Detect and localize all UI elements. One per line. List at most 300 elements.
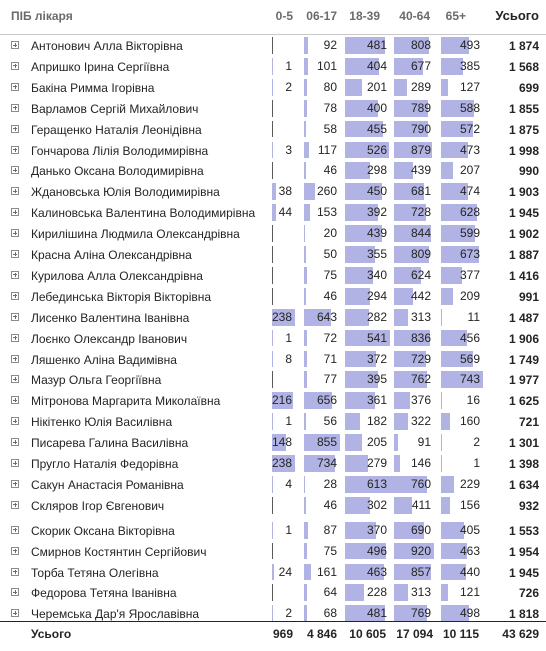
data-label: 92 — [323, 38, 337, 52]
cell-age-0-5 — [272, 413, 295, 430]
expand-row-icon[interactable] — [11, 396, 19, 404]
data-label: 496 — [366, 543, 387, 558]
data-label: 294 — [366, 288, 387, 303]
data-label: 355 — [366, 247, 387, 261]
expand-row-icon[interactable] — [11, 292, 19, 300]
data-label: 760 — [410, 476, 431, 491]
expand-row-icon[interactable] — [11, 459, 19, 467]
data-bar — [345, 584, 364, 601]
data-label: 588 — [459, 100, 480, 115]
table-row — [0, 369, 546, 390]
data-label: 38 — [278, 184, 292, 199]
expand-row-icon[interactable] — [11, 417, 19, 425]
cell-age-0-5 — [272, 225, 295, 242]
cell-age-18-39 — [345, 371, 390, 388]
bar-axis — [272, 371, 273, 388]
cell-age-6-17 — [304, 543, 340, 560]
cell-age-6-17 — [304, 58, 340, 75]
cell-age-6-17 — [304, 37, 340, 54]
data-label: 789 — [410, 100, 431, 115]
doctor-name: Ждановська Юлія Володимирівна — [31, 185, 220, 200]
cell-age-40-64 — [394, 121, 434, 138]
bar-axis — [441, 434, 442, 451]
data-label: 473 — [459, 142, 480, 157]
cell-age-65plus — [441, 497, 483, 514]
data-bar — [304, 351, 307, 368]
data-label: 370 — [366, 522, 387, 537]
bar-axis — [272, 37, 273, 54]
doctor-name: Мітронова Маргарита Миколаївна — [31, 394, 221, 409]
bar-axis — [272, 162, 273, 179]
data-label: 313 — [410, 585, 431, 600]
data-bar — [304, 371, 307, 388]
data-label: 282 — [366, 309, 387, 324]
data-label: 46 — [323, 497, 337, 512]
cell-age-18-39 — [345, 183, 390, 200]
table-row — [0, 181, 546, 202]
data-label: 376 — [410, 393, 431, 408]
data-label: 656 — [316, 393, 337, 408]
bar-axis — [272, 330, 273, 347]
cell-age-6-17 — [304, 142, 340, 159]
table-row — [0, 98, 546, 119]
row-total: 1 416 — [508, 268, 539, 283]
expand-row-icon[interactable] — [11, 146, 19, 154]
data-label: 64 — [323, 585, 337, 600]
data-label: 677 — [410, 58, 431, 73]
cell-age-0-5 — [272, 434, 295, 451]
data-label: 87 — [323, 522, 337, 537]
cell-age-65plus — [441, 225, 483, 242]
data-label: 809 — [410, 247, 431, 261]
cell-age-0-5 — [272, 605, 295, 622]
cell-age-40-64 — [394, 455, 434, 472]
table-row — [0, 541, 546, 562]
doctor-name: Нікітенко Юлія Василівна — [31, 415, 173, 430]
cell-age-65plus — [441, 584, 483, 601]
row-total: 1 906 — [508, 331, 539, 346]
expand-row-icon[interactable] — [11, 62, 19, 70]
data-label: 836 — [410, 330, 431, 345]
cell-age-40-64 — [394, 371, 434, 388]
data-label: 28 — [323, 476, 337, 491]
table-row — [0, 244, 546, 265]
doctor-name: Смирнов Костянтин Сергійович — [31, 544, 207, 559]
data-label: 1 — [285, 414, 292, 429]
row-total: 1 887 — [508, 248, 539, 262]
cell-age-6-17 — [304, 330, 340, 347]
data-bar — [394, 413, 408, 430]
data-bar — [304, 246, 306, 263]
data-label: 404 — [366, 58, 387, 73]
row-total: 1 945 — [508, 565, 539, 580]
total-overall: 43 629 — [502, 627, 539, 641]
cell-age-40-64 — [394, 204, 434, 221]
data-label: 46 — [323, 288, 337, 303]
row-total: 1 998 — [508, 143, 539, 158]
data-label: 599 — [459, 226, 480, 241]
header-doctor-name[interactable]: ПІБ лікаря — [11, 9, 73, 23]
expand-row-icon[interactable] — [11, 229, 19, 237]
cell-age-40-64 — [394, 497, 434, 514]
cell-age-0-5 — [272, 142, 295, 159]
cell-age-0-5 — [272, 100, 295, 117]
data-label: 238 — [271, 309, 292, 324]
data-label: 58 — [323, 121, 337, 136]
cell-age-40-64 — [394, 392, 434, 409]
data-label: 463 — [459, 543, 480, 558]
cell-age-6-17 — [304, 288, 340, 305]
cell-age-18-39 — [345, 497, 390, 514]
data-label: 405 — [459, 522, 480, 537]
data-bar — [304, 79, 307, 96]
data-label: 2 — [285, 606, 292, 621]
data-label: 361 — [366, 393, 387, 408]
data-label: 340 — [366, 267, 387, 282]
data-label: 121 — [459, 585, 480, 600]
data-label: 207 — [459, 163, 480, 178]
data-label: 20 — [323, 226, 337, 241]
table-row — [0, 56, 546, 77]
data-label: 643 — [316, 309, 337, 324]
data-bar — [394, 497, 412, 514]
expand-row-icon[interactable] — [11, 271, 19, 279]
table-row — [0, 35, 546, 56]
bar-axis — [441, 455, 442, 472]
cell-age-65plus — [441, 434, 483, 451]
row-total: 1 301 — [508, 436, 539, 451]
cell-age-65plus — [441, 455, 483, 472]
cell-age-40-64 — [394, 225, 434, 242]
row-total: 721 — [518, 415, 539, 430]
data-label: 439 — [410, 163, 431, 178]
doctor-name: Апришко Ірина Сергіївна — [31, 59, 170, 74]
bar-axis — [272, 584, 273, 601]
data-bar — [304, 37, 308, 54]
data-label: 161 — [316, 564, 337, 579]
data-label: 769 — [410, 606, 431, 621]
cell-age-18-39 — [345, 121, 390, 138]
data-label: 372 — [366, 351, 387, 366]
cell-age-40-64 — [394, 37, 434, 54]
cell-age-6-17 — [304, 392, 340, 409]
expand-row-icon[interactable] — [11, 83, 19, 91]
cell-age-40-64 — [394, 522, 434, 539]
cell-age-18-39 — [345, 162, 390, 179]
total-age-18-39: 10 605 — [349, 627, 386, 641]
expand-row-icon[interactable] — [11, 547, 19, 555]
cell-age-18-39 — [345, 309, 390, 326]
doctor-name: Скорик Оксана Вікторівна — [31, 523, 175, 538]
data-label: 148 — [271, 435, 292, 450]
data-bar — [345, 288, 370, 305]
data-label: 216 — [271, 393, 292, 408]
data-label: 855 — [316, 435, 337, 450]
data-bar — [304, 121, 306, 138]
cell-age-6-17 — [304, 564, 340, 581]
expand-row-icon[interactable] — [11, 187, 19, 195]
doctor-name: Мазур Ольга Георгіївна — [31, 373, 162, 388]
table-row — [0, 223, 546, 244]
data-label: 743 — [459, 372, 480, 387]
cell-age-0-5 — [272, 543, 295, 560]
header-total[interactable]: Усього — [495, 8, 539, 23]
row-total: 1 398 — [508, 457, 539, 471]
data-bar — [272, 564, 274, 581]
data-label: 857 — [410, 564, 431, 579]
data-label: 2 — [473, 435, 480, 450]
row-total: 1 749 — [508, 352, 539, 367]
doctor-name: Лебединська Вікторія Вікторівна — [31, 289, 212, 304]
data-label: 690 — [410, 522, 431, 537]
table-row — [0, 265, 546, 286]
row-total: 1 875 — [508, 122, 539, 137]
cell-age-18-39 — [345, 204, 390, 221]
doctor-name: Пругло Наталія Федорівна — [31, 457, 179, 471]
cell-age-18-39 — [345, 455, 390, 472]
cell-age-0-5 — [272, 497, 295, 514]
data-bar — [272, 183, 276, 200]
data-label: 790 — [410, 121, 431, 136]
cell-age-40-64 — [394, 564, 434, 581]
data-label: 569 — [459, 351, 480, 366]
expand-row-icon[interactable] — [11, 313, 19, 321]
expand-row-icon[interactable] — [11, 480, 19, 488]
cell-age-0-5 — [272, 288, 295, 305]
data-label: 24 — [278, 564, 292, 579]
data-label: 80 — [323, 79, 337, 94]
cell-age-65plus — [441, 522, 483, 539]
cell-age-0-5 — [272, 58, 295, 75]
table-row — [0, 119, 546, 140]
data-label: 673 — [459, 247, 480, 261]
cell-age-65plus — [441, 288, 483, 305]
data-bar — [394, 434, 398, 451]
table-row — [0, 390, 546, 411]
row-total: 699 — [518, 80, 539, 95]
data-label: 440 — [459, 564, 480, 579]
doctor-name: Лоєнко Олександр Іванович — [31, 331, 188, 346]
expand-row-icon[interactable] — [11, 41, 19, 49]
expand-row-icon[interactable] — [11, 375, 19, 383]
row-total: 1 818 — [508, 607, 539, 622]
header-age-65plus[interactable]: 65+ — [445, 9, 466, 23]
expand-row-icon[interactable] — [11, 334, 19, 342]
expand-row-icon[interactable] — [11, 501, 19, 509]
data-label: 156 — [459, 497, 480, 512]
data-label: 572 — [459, 121, 480, 136]
cell-age-6-17 — [304, 455, 340, 472]
expand-row-icon[interactable] — [11, 250, 19, 258]
cell-age-0-5 — [272, 121, 295, 138]
data-bar — [304, 288, 306, 305]
data-label: 322 — [410, 414, 431, 429]
data-label: 526 — [366, 142, 387, 157]
data-label: 879 — [410, 142, 431, 157]
cell-age-6-17 — [304, 476, 340, 493]
table-row — [0, 140, 546, 161]
cell-age-40-64 — [394, 162, 434, 179]
cell-age-6-17 — [304, 413, 340, 430]
data-bar — [394, 79, 407, 96]
cell-age-0-5 — [272, 455, 295, 472]
cell-age-65plus — [441, 476, 483, 493]
cell-age-40-64 — [394, 351, 434, 368]
table-row — [0, 520, 546, 541]
table-row — [0, 328, 546, 349]
header-age-0-5[interactable]: 0-5 — [275, 9, 293, 23]
expand-row-icon[interactable] — [11, 104, 19, 112]
cell-age-65plus — [441, 605, 483, 622]
data-label: 392 — [366, 205, 387, 220]
data-bar — [304, 162, 306, 179]
bar-axis — [272, 543, 273, 560]
data-label: 68 — [323, 606, 337, 621]
expand-row-icon[interactable] — [11, 568, 19, 576]
cell-age-40-64 — [394, 584, 434, 601]
cell-age-0-5 — [272, 392, 295, 409]
header-age-6-17[interactable]: 06-17 — [306, 9, 337, 23]
expand-row-icon[interactable] — [11, 355, 19, 363]
cell-age-40-64 — [394, 183, 434, 200]
table-row — [0, 349, 546, 370]
cell-age-18-39 — [345, 37, 390, 54]
data-label: 313 — [410, 309, 431, 324]
cell-age-65plus — [441, 79, 483, 96]
expand-row-icon[interactable] — [11, 166, 19, 174]
data-bar — [272, 204, 276, 221]
cell-age-18-39 — [345, 351, 390, 368]
cell-age-18-39 — [345, 288, 390, 305]
cell-age-18-39 — [345, 392, 390, 409]
data-bar — [394, 309, 408, 326]
bar-axis — [272, 497, 273, 514]
cell-age-6-17 — [304, 79, 340, 96]
data-label: 463 — [366, 564, 387, 579]
data-label: 117 — [317, 142, 337, 157]
cell-age-65plus — [441, 162, 483, 179]
cell-age-0-5 — [272, 37, 295, 54]
data-label: 1 — [285, 522, 292, 537]
data-label: 72 — [323, 330, 337, 345]
cell-age-65plus — [441, 392, 483, 409]
doctor-name: Ляшенко Аліна Вадимівна — [31, 352, 177, 367]
cell-age-6-17 — [304, 204, 340, 221]
cell-age-0-5 — [272, 522, 295, 539]
data-bar — [394, 455, 400, 472]
data-bar — [441, 162, 453, 179]
bar-axis — [272, 58, 273, 75]
data-label: 77 — [323, 372, 337, 387]
data-bar — [441, 497, 450, 514]
header-age-40-64[interactable]: 40-64 — [399, 9, 430, 23]
table-row — [0, 495, 546, 516]
bar-axis — [272, 267, 273, 284]
cell-age-6-17 — [304, 434, 340, 451]
cell-age-65plus — [441, 142, 483, 159]
row-total: 932 — [518, 498, 539, 513]
cell-age-6-17 — [304, 267, 340, 284]
data-bar — [304, 225, 305, 242]
data-label: 44 — [278, 205, 292, 220]
cell-age-65plus — [441, 204, 483, 221]
table-row — [0, 582, 546, 603]
data-bar — [345, 79, 362, 96]
table-row — [0, 202, 546, 223]
doctor-name: Геращенко Наталія Леонідівна — [31, 122, 202, 137]
expand-row-icon[interactable] — [11, 526, 19, 534]
total-age-0-5: 969 — [272, 627, 293, 641]
data-bar — [304, 564, 311, 581]
row-total: 1 553 — [508, 523, 539, 538]
bar-axis — [272, 100, 273, 117]
data-label: 4 — [285, 476, 292, 491]
cell-age-6-17 — [304, 605, 340, 622]
cell-age-40-64 — [394, 476, 434, 493]
data-label: 201 — [366, 79, 387, 94]
cell-age-40-64 — [394, 58, 434, 75]
data-bar — [304, 330, 307, 347]
data-label: 844 — [410, 226, 431, 241]
doctor-name: Черемська Дар'я Ярославівна — [31, 607, 200, 622]
header-age-18-39[interactable]: 18-39 — [349, 9, 380, 23]
cell-age-0-5 — [272, 79, 295, 96]
cell-age-40-64 — [394, 434, 434, 451]
row-total: 1 903 — [508, 185, 539, 200]
cell-age-40-64 — [394, 309, 434, 326]
expand-row-icon[interactable] — [11, 438, 19, 446]
data-bar — [441, 309, 442, 326]
data-label: 127 — [459, 79, 480, 94]
cell-age-65plus — [441, 351, 483, 368]
row-total: 726 — [518, 586, 539, 601]
row-total: 1 874 — [508, 39, 539, 53]
cell-age-0-5 — [272, 309, 295, 326]
data-label: 1 — [285, 330, 292, 345]
data-label: 481 — [366, 38, 387, 52]
data-label: 411 — [411, 497, 431, 512]
data-bar — [304, 497, 306, 514]
cell-age-18-39 — [345, 476, 390, 493]
expand-row-icon[interactable] — [11, 588, 19, 596]
data-label: 75 — [323, 543, 337, 558]
data-label: 455 — [366, 121, 387, 136]
row-total: 990 — [518, 164, 539, 179]
cell-age-18-39 — [345, 246, 390, 263]
cell-age-6-17 — [304, 162, 340, 179]
row-total: 1 977 — [508, 373, 539, 388]
data-label: 91 — [417, 435, 431, 450]
data-label: 78 — [323, 100, 337, 115]
expand-row-icon[interactable] — [11, 125, 19, 133]
data-label: 920 — [410, 543, 431, 558]
data-label: 808 — [410, 38, 431, 52]
cell-age-18-39 — [345, 330, 390, 347]
cell-age-6-17 — [304, 100, 340, 117]
row-total: 1 625 — [508, 394, 539, 409]
data-label: 229 — [459, 476, 480, 491]
row-total: 1 487 — [508, 310, 539, 325]
expand-row-icon[interactable] — [11, 609, 19, 617]
expand-row-icon[interactable] — [11, 208, 19, 216]
cell-age-65plus — [441, 246, 483, 263]
cell-age-40-64 — [394, 543, 434, 560]
table-row — [0, 411, 546, 432]
cell-age-0-5 — [272, 371, 295, 388]
cell-age-18-39 — [345, 225, 390, 242]
data-bar — [304, 522, 308, 539]
data-label: 16 — [466, 393, 480, 408]
